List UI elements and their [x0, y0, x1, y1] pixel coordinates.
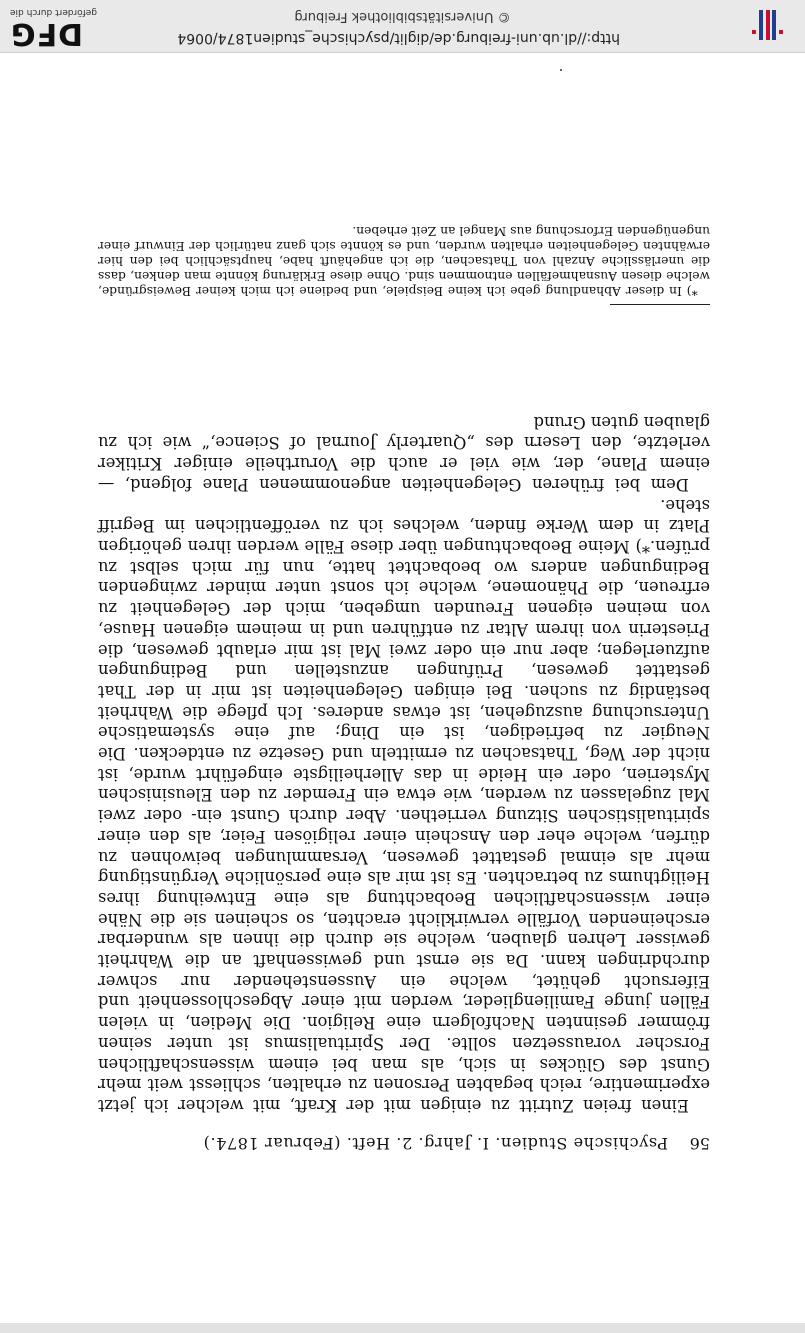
footnote-divider — [610, 304, 710, 305]
dfg-tagline: gefördert durch die — [10, 7, 97, 17]
footnote-text: *) In dieser Abhandlung gebe ich keine Beispiele, und bediene ich mich keiner Beweisgründe, welche diesen Ausnahmefällen entnommen sind. Ohne diese Erklärung könnte man denken, dass die unerlässliche Anzahl von Thatsachen, die ich angehäuft habe, hauptsächlich bei den hier erwähnten Gelegenheiten erhalten wurden, und es könnte sich ganz natürlich der Einwurf einer ungenügenden Erforschung aus Mangel an Zeit erheben. — [98, 224, 710, 298]
main-text — [98, 411, 710, 1115]
copyright-notice: © Universitätsbibliothek Freiburg — [294, 9, 511, 24]
paragraph-2: Dem bei früheren Gelegenheiten angenommenen Plane folgend, — einem Plane, der, wie viel er auch die Vorurtheile einiger Kritiker verletzte, den Lesern des „Quarterly Journal of Science,“ wie ich zu glauben guten Grund — [98, 412, 710, 494]
scan-speck — [560, 69, 562, 71]
running-header — [100, 1131, 710, 1153]
dfg-logo — [10, 3, 102, 49]
source-url-link[interactable]: http://dl.ub.uni-freiburg.de/diglit/psychische_studien1874/0064 — [177, 30, 620, 46]
paragraph-1: Einen freien Zutritt zu einigen mit der Kraft, mit welcher ich jetzt experimentire, reich begabten Personen zu erhalten, schliesst weit mehr Gunst des Glückes in sich, als man bei einem wissenschaftlichen Forscher voraussetzen sollte. Der Spiritualismus ist unter seinen frömmer gesinnten Nachfolgern eine Religion. Die Medien, in vielen Fällen junge Familienglieder, werden mit einer Abgeschlossenheit und Eifersucht gehütet, welche ein Aussenstehender nur schwer durchdringen kann. Da sie ernst und gewissenhaft an die Wahrheit gewisser Lehren glauben, welche sie durch die ihnen als wunderbar erscheinenden Vorfälle verwirklicht erachten, so scheinen sie die Nähe einer wissenschaftlichen Beobachtung als eine Entweihung ihres Heiligthums zu betrachten. Es ist mir als eine persönliche Vergünstigung mehr als einmal gestattet gewesen, Versammlungen beiwohnen zu dürfen, welche eher den Anschein einer religiösen Feier, als den einer spiritualistischen Sitzung verriethen. Aber durch Gunst ein- oder zwei Mal zugelassen zu werden, wie etwa ein Fremder zu den Eleusinischen Mysterien, oder ein Heide in das Allerheiligste eingeführt wurde, ist nicht der Weg, Thatsachen zu ermitteln und Gesetze zu entdecken. Die Neugier zu befriedigen, ist ein Ding; auf eine systematische Untersuchung auszugehen, ist etwas anderes. Ich pflege die Wahrheit beständig zu suchen. Bei einigen Gelegenheiten ist mir in der That gestattet gewesen, Prüfungen anzustellen und Bedingungen aufzuerlegen; aber nur ein oder zwei Mal ist mir erlaubt gewesen, die Priesterin von ihrem Altar zu entführen und in meinem eigenen Hause, von meinen eigenen Freunden umgeben, mich der Gelegenheit zu erfreuen, die Phänomene, welche ich sonst unter minder zwingenden Bedingungen anders wo beobachtet hatte, nun für mich selbst zu prüfen.*) Meine Beobachtungen über diese Fälle werden ihren gehörigen Platz in dem Werke finden, welches ich zu veröffentlichen im Begriff stehe. — [98, 495, 710, 1115]
library-footer — [0, 0, 805, 53]
dfg-logo-text: DFG — [10, 16, 84, 51]
page-number: 56 — [689, 1134, 710, 1153]
top-edge-bar — [0, 1323, 805, 1333]
running-head-title: Psychische Studien. I. Jahrg. 2. Heft. (Februar 1874.) — [203, 1134, 668, 1153]
footnote — [98, 223, 710, 298]
